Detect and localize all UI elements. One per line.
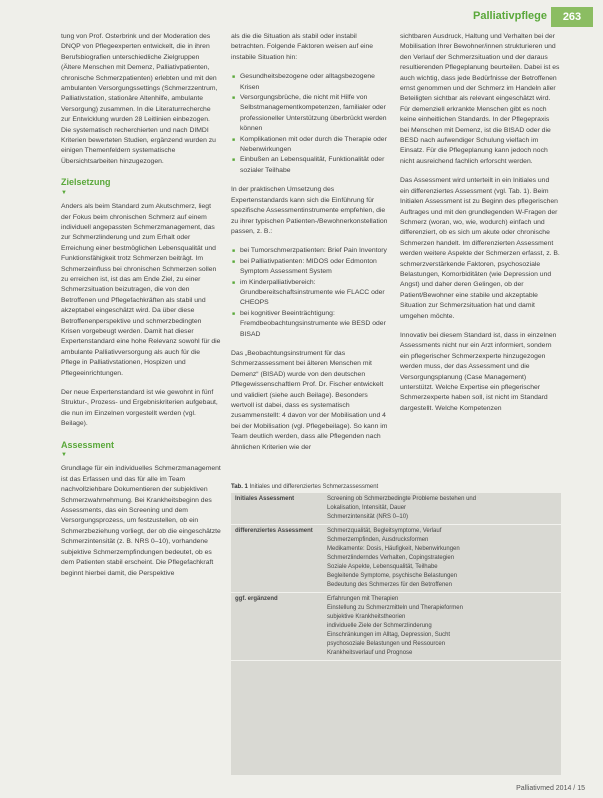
table-cell: subjektive Krankheitstheorien: [327, 614, 406, 620]
table-row: [231, 593, 561, 661]
table-caption-text: Initiales und differenziertes Schmerzassessment: [249, 484, 379, 490]
table-cell: Einschränkungen im Alltag, Depression, Sucht: [327, 632, 451, 638]
table-cell: Soziale Aspekte, Lebensqualität, Teilhabe: [327, 564, 438, 570]
list-item: ■ bei Tumorschmerzpatienten: Brief Pain Inventory: [240, 246, 392, 256]
table-row: [231, 493, 561, 525]
table-cell: Einstellung zu Schmerzmitteln und Therapieformen: [327, 605, 463, 611]
column-2: [231, 32, 392, 462]
col2-paragraph-3: Das „Beobachtungsinstrument für das Schmerzassessment bei älteren Menschen mit Demenz“ (BISAD) wurde von den deutschen Pflegewissenschaftlern Prof. Dr. Fischer entwickelt und validiert (siehe auch Beilage). Besonders wertvoll ist dabei, dass es systematisch zusammenstellt: 4 davon vor der Mobilisation und 4 bei der Mobilisation (vgl. Pflegebeilage). So kann im Team deutlich werden, dass alle Pflegenden nach ähnlichen Kriterien wie der: [231, 349, 388, 451]
table-cell: Schmerzlinderndes Verhalten, Copingstrategien: [327, 555, 455, 561]
heading-marker-icon: ▼: [61, 452, 67, 459]
heading-assessment: Assessment: [61, 439, 115, 450]
table-cell: psychosoziale Belastungen und Ressourcen: [327, 641, 446, 647]
list-item: ■ Einbußen an Lebensqualität, Funktionalität oder sozialer Teilhabe: [240, 155, 392, 176]
table-cell: Lokalisation, Intensität, Dauer: [327, 505, 407, 511]
table-row-key: ggf. ergänzend: [235, 596, 278, 602]
list-item: ■ bei Palliativpatienten: MIDOS oder Edmonton Symptom Assessment System: [240, 257, 392, 278]
col1-paragraph-3: Grundlage für ein individuelles Schmerzmanagement ist das Erfassen und das für alle im Team nachvollziehbare Dokumentieren der subjektiven Schmerzwahrnehmung. Bei Krankheitsbeginn des Assessments, das ein Screening und dem Versorgungsprozess, um festzustellen, ob ein Schmerzbeziehung vorliegt, der ob die eingeschätzte Schmerzintensität (z. B. NRS 0–10), vorhandene subjektive Schmerzempfindungen bedeutet, ob es dem Patienten stabil erscheint. Die Pflegefachkraft beginnt hierbei damit, die Perspektive: [61, 465, 221, 577]
list-item: ■ bei kognitiver Beeinträchtigung: Fremdbeobachtungsinstrumente wie BESD oder BISAD: [240, 309, 392, 340]
col2-paragraph-1: als die die Situation als stabil oder instabil betrachten. Folgende Faktoren weisen auf eine instabile Situation hin:: [231, 33, 374, 61]
table-cell: Schmerzqualität, Begleitsymptome, Verlauf: [327, 528, 442, 534]
list-item: ■ Versorgungsbrüche, die nicht mit Hilfe von Selbstmanagementkompetenzen, familialer oder professioneller Unterstützung überbrückt werden können: [240, 93, 392, 135]
column-3: [400, 32, 560, 423]
table-caption-label: Tab. 1: [231, 484, 248, 490]
col3-paragraph-1: sichtbaren Ausdruck, Haltung und Verhalten bei der Mobilisation Ihrer Bewohner/innen strukturieren und den Verlauf der Schmerzsituation und der daraus resultierenden Pflegeplanung beurteilen. Dabei ist es auch wichtig, dass jede Bedürfnisse der Betroffenen ernst genommen und der Schmerz im Handeln aller Beteiligten sichtbar als relevant eingeschätzt wird. Für demenziell erkrankte Menschen gibt es noch keine einheitlichen Standards. In der Pflegepraxis bei Menschen mit Demenz, ist die BISAD oder die BESD nach aufwendiger Schulung vielfach im Einsatz. Für die Pflegeplanung kann jedoch noch nicht ausreichend fachlich erforscht werden.: [400, 33, 560, 165]
instrument-list: [231, 246, 392, 340]
table-cell: Screening ob Schmerzbedingte Probleme bestehen und: [327, 496, 477, 502]
list-item: ■ im Kinderpalliativbereich: Grundbereitschaftsinstrumente wie FLACC oder CHEOPS: [240, 278, 392, 309]
page-header: [0, 0, 603, 34]
table-cell: Schmerzintensität (NRS 0–10): [327, 514, 409, 520]
table-cell: Begleitende Symptome, psychische Belastungen: [327, 573, 458, 579]
table-row-values: [327, 527, 561, 590]
table-body: [231, 493, 561, 775]
table-row-values: [327, 495, 561, 522]
table-row-key: Initiales Assessment: [235, 496, 295, 502]
list-item: ■ Gesundheitsbezogene oder alltagsbezogene Krisen: [240, 72, 392, 93]
assessment-table: [231, 483, 561, 779]
page-footer: Palliativmed 2014 / 15: [516, 785, 585, 792]
table-cell: individuelle Ziele der Schmerzlinderung: [327, 623, 432, 629]
table-cell: Erfahrungen mit Therapien: [327, 596, 399, 602]
table-cell: Schmerzempfinden, Ausdrucksformen: [327, 537, 429, 543]
column-1: [61, 32, 221, 588]
instability-list: [231, 72, 392, 176]
col3-paragraph-2: Das Assessment wird unterteilt in ein Initiales und ein differenziertes Assessment (vgl. Tab. 1). Beim Initialen Assessment ist zu Beginn des pflegerischen Auftrages und mit den grundlegenden W-Fragen der Schmerz (woran, wo, wie, wodurch) einfach und differenziert, ob es sich um akute oder chronische Schmerzen handelt. Im differenzierten Assessment werden weitere Aspekte der Schmerzen erfasst, z. B. schmerzverstärkende Faktoren, psychosoziale Belastungen, Komorbiditäten (wie Depression und Angst) und daher deren Gelingen, ob der Patient/Bewohner eine stabile und akzeptable Situation zur Schmerzsituation hat und damit umgehen möchte.: [400, 177, 560, 320]
table-caption: [231, 483, 561, 493]
col1-paragraph-2: Der neue Expertenstandard ist wie gewohnt in fünf Struktur-, Prozess- und Ergebniskriterien aufgebaut, die nun im Einzelnen vorgestellt werden (vgl. Beilage).: [61, 389, 218, 428]
col1-paragraph-1: Anders als beim Standard zum Akutschmerz, liegt der Fokus beim chronischen Schmerz auf einem individuell angepassten Schmerzmanagement, das zur Schmerzlinderung und zum Erhalt oder Erreichung einer bestmöglichen Lebensqualität und Funktionsfähigkeit trotz Schmerzen beiträgt. Im Schmerzeinfluss bei chronischen Schmerzen sollen zu erreichen ist, ist das am Ende Ziel, zu einer Schmerzsituation beizutragen, die von den Betroffenen und Pflegefachkräften als stabil und akzeptabel eingeschätzt wird. Da über diese Betroffenenperspektive und schmerzbedingten Krisen vorgebeugt werden. Damit hat dieser Expertenstandard eine hohe Relevanz sowohl für die ambulante Palliativversorgung als auch für die Pflege in Palliativstationen, Hospizen und Pflegeeinrichtungen.: [61, 203, 221, 377]
heading-marker-icon: ▼: [61, 189, 67, 196]
heading-zielsetzung: Zielsetzung: [61, 177, 111, 188]
table-row-key: differenziertes Assessment: [235, 528, 313, 534]
list-item: ■ Komplikationen mit oder durch die Therapie oder Nebenwirkungen: [240, 135, 392, 156]
page-number: 263: [551, 7, 593, 27]
table-row: [231, 525, 561, 593]
table-row-values: [327, 595, 561, 658]
col2-paragraph-2: In der praktischen Umsetzung des Expertenstandards kann sich die Einführung für spezifische Assessmentinstrumente empfehlen, die zu ihrer typischen Patienten-/Bewohnerkonstellation passen, z. B.:: [231, 186, 388, 235]
section-label: Palliativpflege: [473, 10, 547, 22]
table-cell: Bedeutung des Schmerzes für den Betroffenen: [327, 582, 452, 588]
col1-intro: tung von Prof. Osterbrink und der Moderation des DNQP von Pflegeexperten entwickelt, die in ihren Berufsbiografien unterschiedliche Zielgruppen (Ältere Menschen mit Demenz, Palliativpatienten, chronische Schmerzpatienten) erlebten und mit den ambulanten Versorgungssettings (Schmerzzentrum, Palliativstation, stationäre Altenhilfe, ambulante Versorgung) zusammen. In die Literaturrecherche zur Entwicklung wurden 28 Leitlinien einbezogen. Die systematisch recherchierten und nach DIMDI Kriterien bewerteten Studien, ergänzend wurden zu einigen Themenfeldern systematische Übersichtsarbeiten hinzugezogen.: [61, 33, 218, 165]
col3-paragraph-3: Innovativ bei diesem Standard ist, dass in einzelnen Assessments nicht nur ein Arzt informiert, sondern ein pflegerischer Schmerzexperte hinzugezogen werden muss, der das Assessment und die Versorgungsplanung (Case Management) unterstützt. Welche Expertise ein pflegerischer Schmerzexperte haben soll, ist nicht im Standard dargestellt. Welche Kompetenzen: [400, 331, 557, 412]
table-cell: Krankheitsverlauf und Prognose: [327, 650, 413, 656]
table-cell: Medikamente: Dosis, Häufigkeit, Nebenwirkungen: [327, 546, 460, 552]
